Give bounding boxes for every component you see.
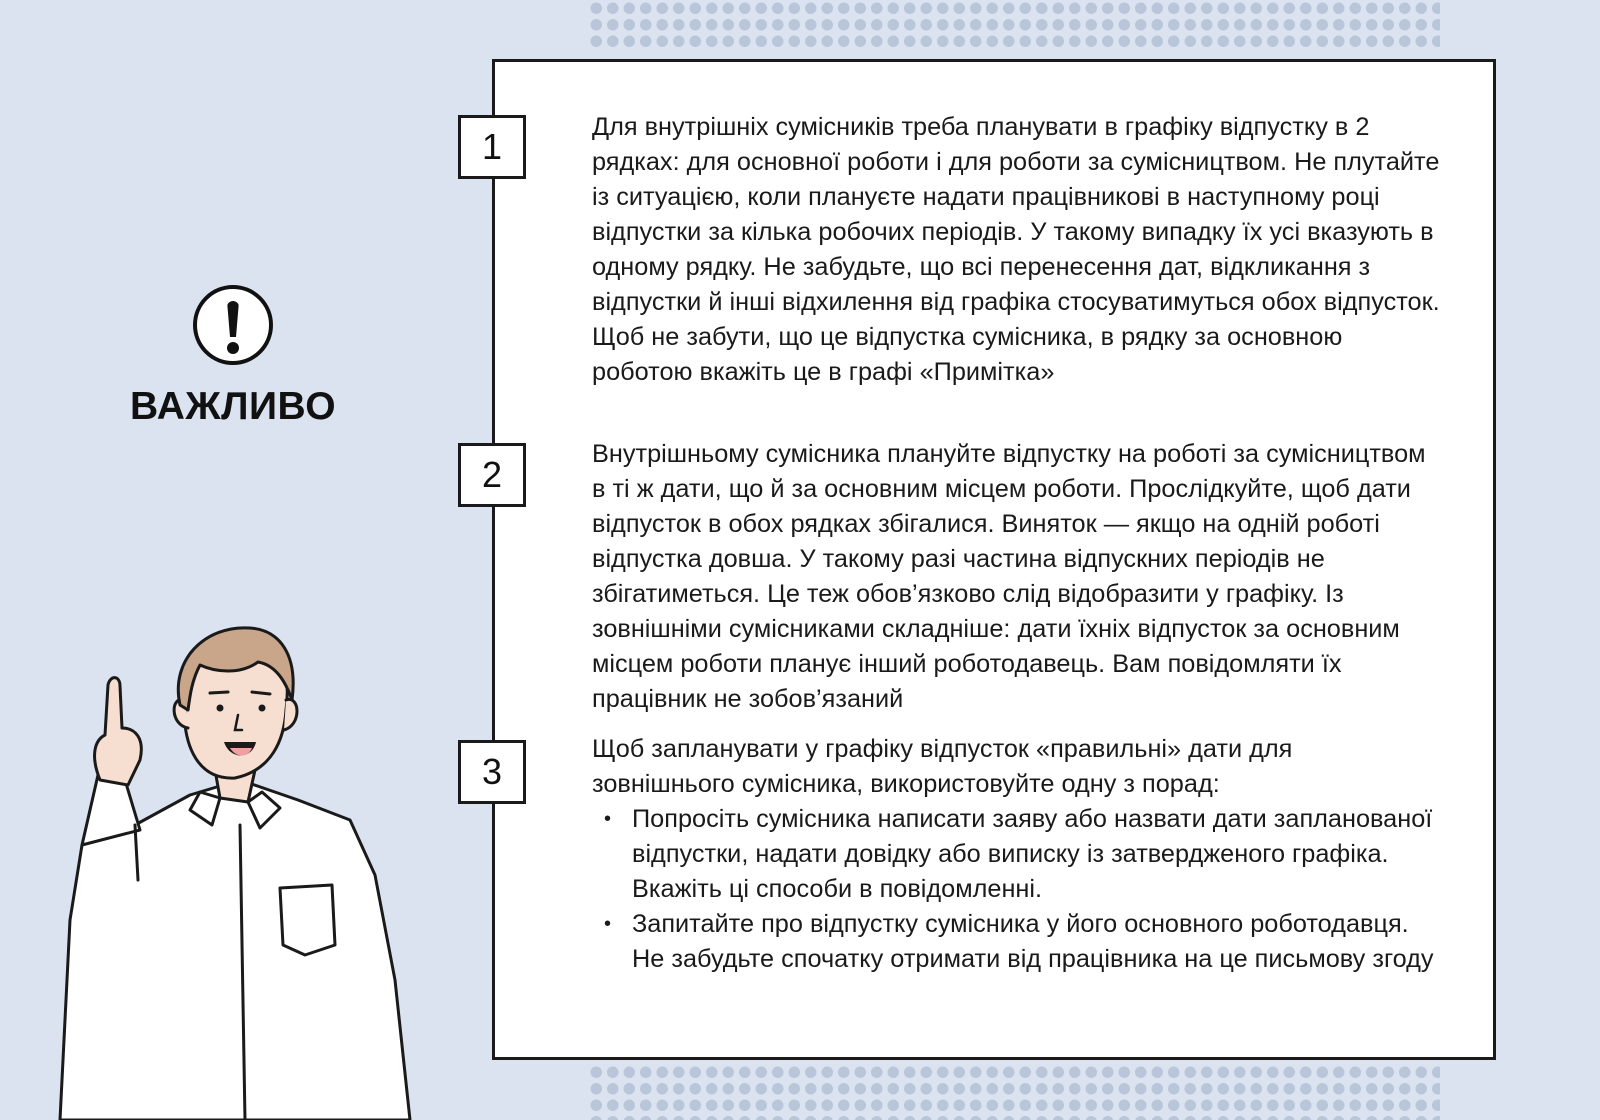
item-2-paragraph: Внутрішньому сумісника плануйте відпустку на роботі за сумісництвом в ті ж дати, що й за основним місцем роботи. Прослідкуйте, щоб дати відпусток в обох рядках збігалися. Виняток — якщо на одній роботі відпустка довша. У такому разі частина відпускних періодів не збігатиметься. Це теж обов’язково слід відобразити у графіку. Із зовнішніми сумісниками складніше: дати їхніх відпусток за основним місцем роботи планує інший роботодавець. Вам повідомляти їх працівник не зобов’язаний	[592, 440, 1426, 713]
item-number-3: 3	[458, 740, 526, 804]
important-title: ВАЖЛИВО	[129, 385, 337, 428]
dot-pattern-bottom	[588, 1064, 1440, 1120]
item-number-1: 1	[458, 115, 526, 179]
dot-pattern-top	[588, 0, 1440, 52]
item-text-2	[592, 437, 1442, 717]
important-callout	[123, 285, 343, 429]
exclamation-circle-icon	[193, 285, 273, 365]
item-text-1	[592, 110, 1442, 390]
item-3-intro: Щоб запланувати у графіку відпусток «правильні» дати для зовнішнього сумісника, використовуйте одну з порад:	[592, 735, 1293, 798]
content-card	[481, 59, 1496, 1060]
item-3-bullet: • Запитайте про відпустку сумісника у його основного роботодавця. Не забудьте спочатку отримати від працівника на це письмову згоду	[592, 907, 1442, 977]
item-number-2: 2	[458, 443, 526, 507]
item-3-bullet: • Попросіть сумісника написати заяву або назвати дати запланованої відпустки, надати довідку або виписку із затвердженого графіка. Вкажіть ці способи в повідомленні.	[592, 802, 1442, 907]
item-text-3	[592, 732, 1442, 977]
item-3-bullet-list	[592, 802, 1442, 977]
item-1-paragraph: Для внутрішніх сумісників треба планувати в графіку відпустку в 2 рядках: для основної роботи і для роботи за сумісництвом. Не плутайте із ситуацією, коли плануєте надати працівникові в наступному році відпустки за кілька робочих періодів. У такому випадку їх усі вказують в одному рядку. Не забудьте, що всі перенесення дат, відкликання з відпустки й інші відхилення від графіка стосуватимуться обох відпусток. Щоб не забути, що це відпустка сумісника, в рядку за основною роботою вкажіть це в графі «Примітка»	[592, 113, 1440, 386]
man-pointing-up-illustration	[40, 620, 440, 1120]
